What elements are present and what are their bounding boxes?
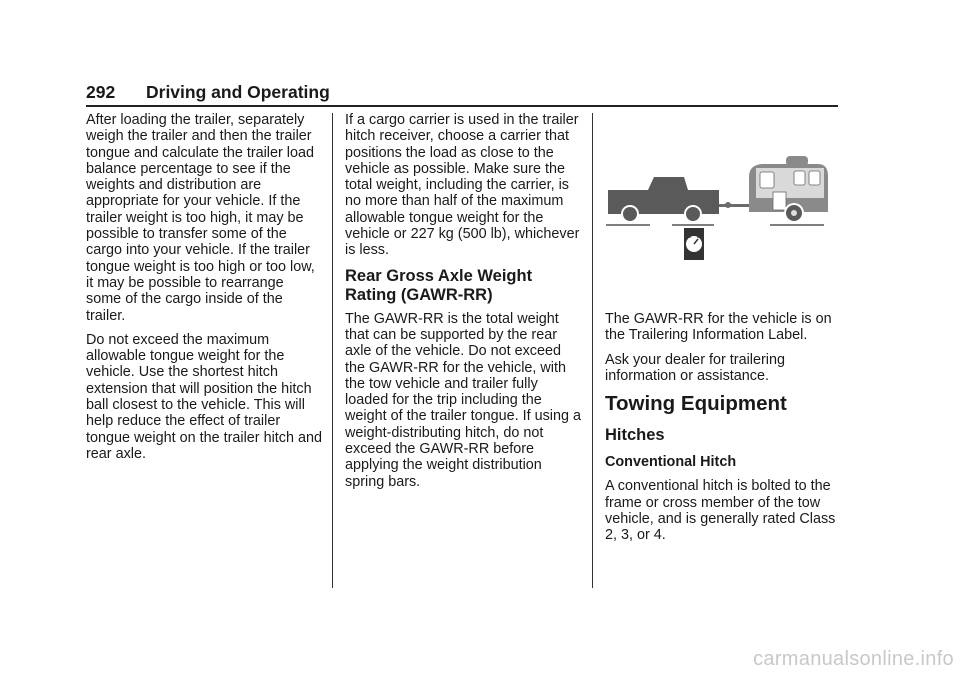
minor-heading: Conventional Hitch: [605, 454, 737, 471]
watermark-text: carmanualsonline.info: [753, 648, 954, 670]
column-divider: [332, 113, 333, 588]
section-title: Driving and Operating: [146, 82, 330, 102]
chapter-heading: Towing Equipment: [605, 392, 787, 416]
paragraph: Do not exceed the maximum allowable tongue weight for the vehicle. Use the shortest hitch extension that will position the hitch ball closest to the vehicle. This will help reduce the effect of trailer tongue weight on the trailer hitch and rear axle.: [86, 331, 323, 462]
page-number: 292: [86, 82, 116, 102]
page-header: [86, 82, 838, 106]
column-1: [86, 112, 322, 470]
truck-trailer-scale-illustration: [604, 152, 832, 264]
paragraph: If a cargo carrier is used in the trailer hitch receiver, choose a carrier that positions the load as close to the vehicle as possible. Make sure the total weight, including the carrier, is no more than half of the maximum allowable tongue weight for the vehicle or 227 kg (500 lb), whichever is less.: [345, 112, 580, 259]
subsection-heading: Hitches: [605, 426, 665, 445]
paragraph: The GAWR-RR for the vehicle is on the Trailering Information Label.: [605, 311, 832, 344]
column-divider: [592, 113, 593, 588]
paragraph: The GAWR-RR is the total weight that can be supported by the rear axle of the vehicle. Do not exceed the GAWR-RR for the vehicle, with the tow vehicle and trailer fully loaded for the trip including the weight of the trailer tongue. If using a weight-distributing hitch, do not exceed the GAWR-RR before applying the weight distribution spring bars.: [345, 310, 581, 490]
section-heading: Rear Gross Axle Weight Rating (GAWR-RR): [345, 266, 533, 304]
header-rule: [86, 105, 838, 107]
paragraph: After loading the trailer, separately weigh the trailer and then the trailer tongue and calculate the trailer load balance percentage to see if the weights and distribution are appropriate for your vehicle. If the trailer weight is too high, it may be possible to transfer some of the cargo into your vehicle. If the trailer tongue weight is too high or too low, it may be possible to rearrange some of the cargo inside of the trailer.: [86, 112, 315, 324]
paragraph: Ask your dealer for trailering information or assistance.: [605, 351, 785, 384]
column-3: [605, 311, 841, 552]
paragraph: A conventional hitch is bolted to the frame or cross member of the tow vehicle, and is generally rated Class 2, 3, or 4.: [605, 478, 836, 544]
column-2: [345, 112, 583, 498]
